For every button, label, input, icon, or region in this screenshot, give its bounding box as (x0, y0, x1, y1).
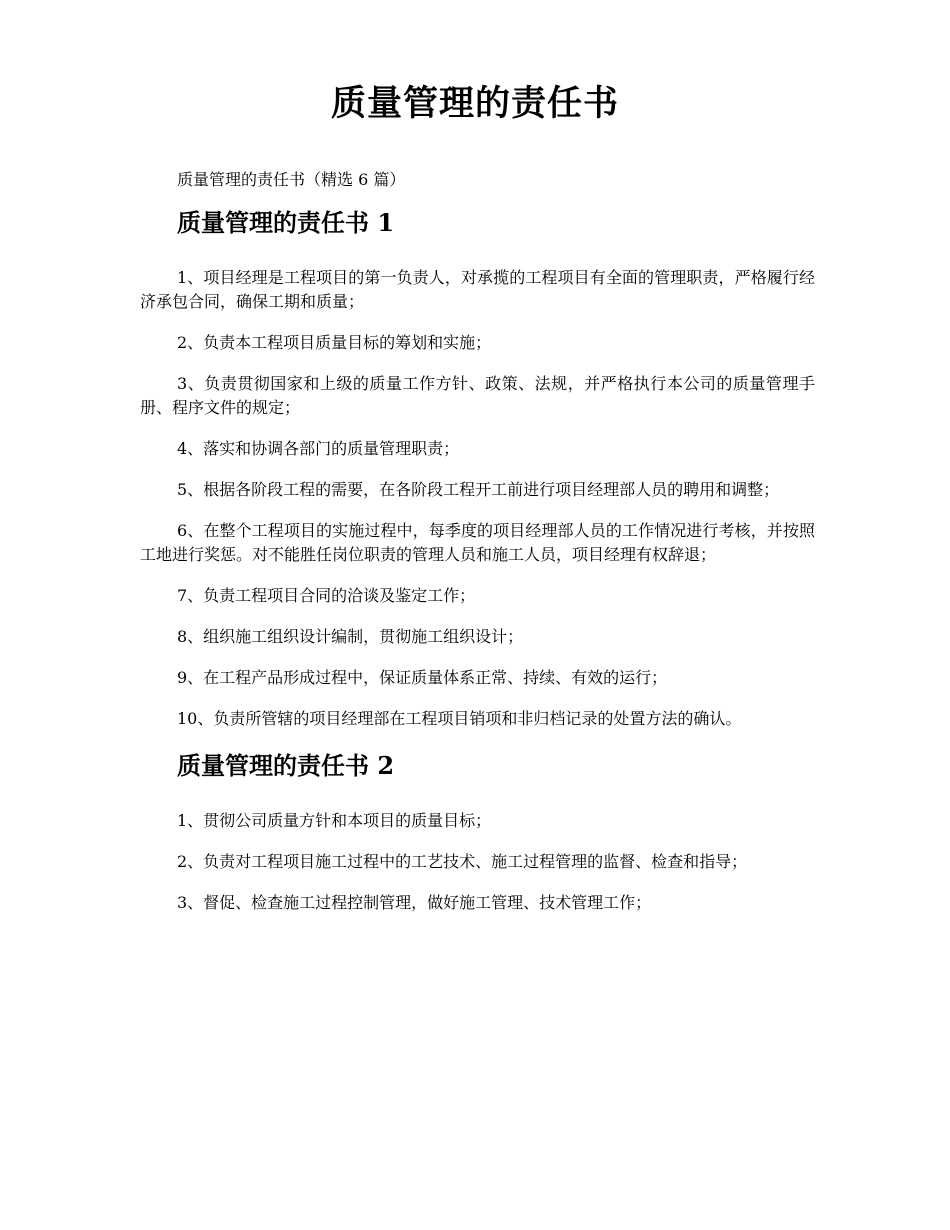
paragraph: 3、负责贯彻国家和上级的质量工作方针、政策、法规，并严格执行本公司的质量管理手册、程序文件的规定； (140, 374, 815, 417)
paragraph: 10、负责所管辖的项目经理部在工程项目销项和非归档记录的处置方法的确认。 (177, 709, 742, 728)
paragraph: 7、负责工程项目合同的洽谈及鉴定工作； (177, 586, 476, 605)
document-subtitle: 质量管理的责任书（精选 6 篇） (177, 170, 406, 189)
paragraph: 3、督促、检查施工过程控制管理，做好施工管理、技术管理工作； (177, 893, 652, 912)
paragraph: 5、根据各阶段工程的需要，在各阶段工程开工前进行项目经理部人员的聘用和调整； (177, 480, 780, 499)
section-heading: 质量管理的责任书 1 (177, 208, 395, 237)
paragraph: 8、组织施工组织设计编制，贯彻施工组织设计； (177, 627, 524, 646)
paragraph: 9、在工程产品形成过程中，保证质量体系正常、持续、有效的运行； (177, 668, 668, 687)
paragraph: 1、贯彻公司质量方针和本项目的质量目标； (177, 811, 492, 830)
paragraph: 2、负责对工程项目施工过程中的工艺技术、施工过程管理的监督、检查和指导； (177, 852, 748, 871)
paragraph: 1、项目经理是工程项目的第一负责人，对承揽的工程项目有全面的管理职责，严格履行经济承包合同，确保工期和质量； (140, 268, 815, 311)
document-body (140, 168, 815, 932)
paragraph: 6、在整个工程项目的实施过程中，每季度的项目经理部人员的工作情况进行考核，并按照工地进行奖惩。对不能胜任岗位职责的管理人员和施工人员，项目经理有权辞退； (140, 521, 815, 564)
section-heading: 质量管理的责任书 2 (177, 751, 395, 780)
paragraph: 2、负责本工程项目质量目标的筹划和实施； (177, 333, 492, 352)
document-title: 质量管理的责任书 (330, 83, 619, 124)
paragraph: 4、落实和协调各部门的质量管理职责； (177, 439, 460, 458)
